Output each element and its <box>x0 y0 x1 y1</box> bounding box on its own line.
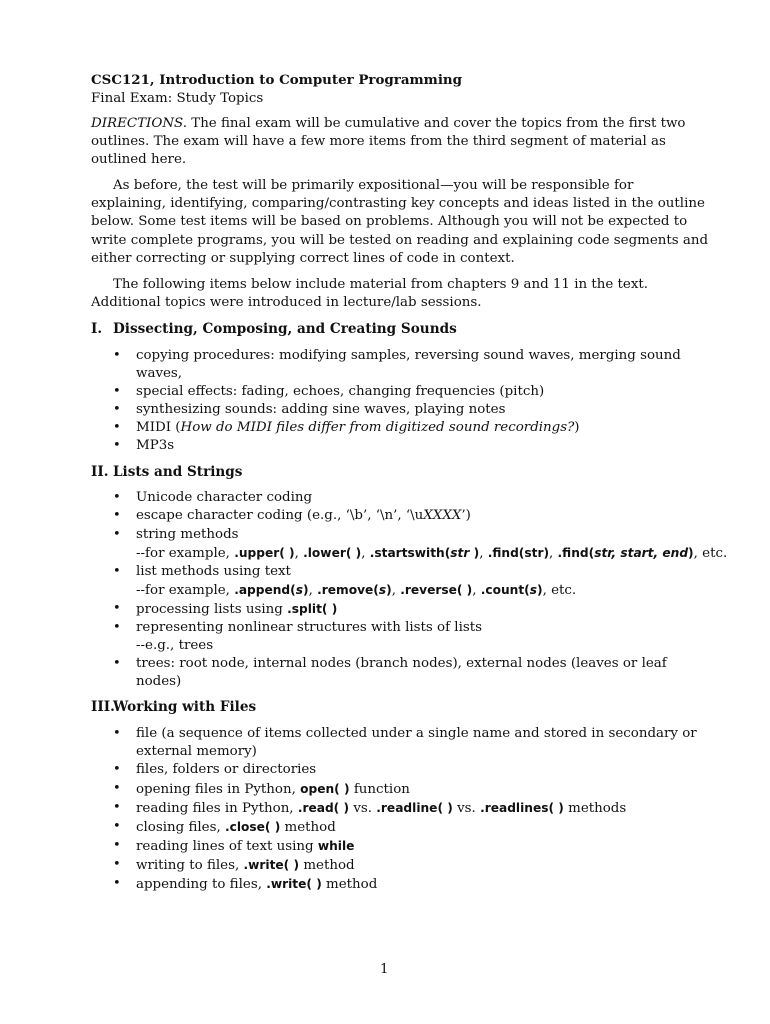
item-text: processing lists using <box>136 602 288 617</box>
list-item: string methods <box>136 527 239 542</box>
item-text: , <box>308 583 318 598</box>
list-item <box>136 875 377 894</box>
item-text: reading lines of text using <box>136 839 318 854</box>
section-number: III. <box>91 699 115 715</box>
bullet-icon: • <box>113 402 121 417</box>
bullet-icon: • <box>113 656 121 671</box>
bullet-icon: • <box>113 800 121 815</box>
paragraph-3-line-1: The following items below include material from chapters 9 and 11 in the text. <box>113 277 649 292</box>
list-item: list methods using text <box>136 564 291 579</box>
bullet-icon: • <box>113 781 121 796</box>
item-text: , <box>361 546 370 561</box>
paragraph-2-line-3: below. Some test items will be based on problems. Although you will not be expected to <box>91 214 688 229</box>
list-item: trees: root node, internal nodes (branch nodes), external nodes (leaves or leaf <box>136 656 667 671</box>
section-title: Dissecting, Composing, and Creating Sounds <box>113 321 457 337</box>
document-subtitle: Final Exam: Study Topics <box>91 91 264 106</box>
code-snippet: while <box>317 839 355 853</box>
code-snippet: .close( ) <box>224 820 281 834</box>
code-snippet: ) <box>386 583 392 597</box>
item-text: writing to files, <box>136 858 244 873</box>
list-item <box>136 837 354 856</box>
bullet-icon: • <box>113 490 121 505</box>
code-snippet-italic: s <box>295 583 303 597</box>
item-text: methods <box>563 801 627 816</box>
bullet-icon: • <box>113 384 121 399</box>
code-snippet: .find( <box>557 546 595 560</box>
item-text: vs. <box>349 801 377 816</box>
list-item <box>136 507 471 525</box>
bullet-icon: • <box>113 762 121 777</box>
item-text: , etc. <box>693 546 728 561</box>
code-snippet: ) <box>469 546 480 560</box>
code-snippet: .append( <box>234 583 296 597</box>
item-text: method <box>280 820 336 835</box>
list-item <box>136 419 580 437</box>
code-snippet: ) <box>537 583 543 597</box>
item-text: , <box>294 546 304 561</box>
section-heading-1 <box>91 320 457 338</box>
list-item: special effects: fading, echoes, changing frequencies (pitch) <box>136 384 545 399</box>
code-snippet: .write( ) <box>266 877 322 891</box>
bullet-icon: • <box>113 857 121 872</box>
section-title: Working with Files <box>113 699 257 715</box>
code-snippet: .count( <box>480 583 530 597</box>
list-item <box>136 600 337 619</box>
course-title: CSC121, Introduction to Computer Programming <box>91 72 463 88</box>
code-snippet-italic: str <box>450 546 470 560</box>
item-text: MIDI ( <box>136 420 181 435</box>
bullet-icon: • <box>113 726 121 741</box>
list-item-continuation: --e.g., trees <box>136 638 214 653</box>
item-text: vs. <box>452 801 481 816</box>
item-text: , etc. <box>542 583 577 598</box>
bullet-icon: • <box>113 876 121 891</box>
list-item: copying procedures: modifying samples, reversing sound waves, merging sound <box>136 348 681 363</box>
item-text: reading files in Python, <box>136 801 298 816</box>
item-italic-text: How do MIDI files differ from digitized sound recordings? <box>180 420 575 435</box>
bullet-icon: • <box>113 601 121 616</box>
code-snippet: .find(str) <box>487 546 550 560</box>
code-snippet: .readlines( ) <box>480 801 564 815</box>
list-item: MP3s <box>136 438 175 453</box>
directions-text: The final exam will be cumulative and cover the topics from the first two <box>187 116 686 131</box>
paragraph-2-line-1: As before, the test will be primarily expositional—you will be responsible for <box>113 178 634 193</box>
bullet-icon: • <box>113 420 121 435</box>
item-text: ’) <box>461 508 471 523</box>
item-text: function <box>349 782 410 797</box>
list-item <box>136 856 355 875</box>
code-snippet: .write( ) <box>243 858 300 872</box>
list-item-continuation: nodes) <box>136 674 182 689</box>
bullet-icon: • <box>113 438 121 453</box>
bullet-icon: • <box>113 527 121 542</box>
list-item-continuation: waves, <box>136 366 183 381</box>
directions-line-3: outlined here. <box>91 152 187 167</box>
item-text: ) <box>574 420 580 435</box>
code-snippet-italic: s <box>378 583 387 597</box>
bullet-icon: • <box>113 348 121 363</box>
item-italic-text: XXXX <box>423 508 462 523</box>
code-snippet-italic: str, start, end <box>594 546 689 560</box>
code-snippet: .reverse( ) <box>400 583 473 597</box>
list-item-continuation <box>136 581 576 600</box>
code-snippet: open( ) <box>300 782 350 796</box>
list-item <box>136 780 410 799</box>
paragraph-3-line-2: Additional topics were introduced in lecture/lab sessions. <box>91 295 482 310</box>
bullet-icon: • <box>113 620 121 635</box>
section-heading-2 <box>91 463 242 481</box>
code-snippet-italic: s <box>529 583 538 597</box>
code-snippet: .lower( ) <box>303 546 362 560</box>
list-item-continuation: external memory) <box>136 744 257 759</box>
paragraph-2-line-5: either correcting or supplying correct lines of code in context. <box>91 251 515 266</box>
item-text: --for example, <box>136 546 235 561</box>
code-snippet: .upper( ) <box>234 546 295 560</box>
section-heading-3 <box>91 698 256 716</box>
item-text: method <box>321 877 378 892</box>
item-text: , <box>549 546 558 561</box>
directions-label: DIRECTIONS. <box>91 116 187 131</box>
section-title: Lists and Strings <box>113 464 243 480</box>
item-text: --for example, <box>136 583 235 598</box>
page-number: 1 <box>380 962 389 977</box>
bullet-icon: • <box>113 819 121 834</box>
list-item-continuation <box>136 544 727 563</box>
list-item <box>136 818 336 837</box>
item-text: closing files, <box>136 820 225 835</box>
item-text: , <box>472 583 481 598</box>
item-text: escape character coding (e.g., ‘\b’, ‘\n’, ‘\u <box>136 508 424 523</box>
section-number: II. <box>91 464 109 480</box>
list-item <box>136 799 626 818</box>
bullet-icon: • <box>113 508 121 523</box>
list-item: Unicode character coding <box>136 490 313 505</box>
paragraph-2-line-4: write complete programs, you will be tested on reading and explaining code segments and <box>91 233 709 248</box>
bullet-icon: • <box>113 564 121 579</box>
item-text: appending to files, <box>136 877 267 892</box>
code-snippet: .split( ) <box>287 602 338 616</box>
section-number: I. <box>91 321 103 337</box>
list-item: file (a sequence of items collected under a single name and stored in secondary or <box>136 726 697 741</box>
item-text: opening files in Python, <box>136 782 301 797</box>
code-snippet: .remove( <box>317 583 379 597</box>
code-snippet: ) <box>688 546 694 560</box>
code-snippet: ) <box>303 583 309 597</box>
item-text: , <box>479 546 488 561</box>
bullet-icon: • <box>113 838 121 853</box>
item-text: method <box>299 858 355 873</box>
paragraph-2-line-2: explaining, identifying, comparing/contrasting key concepts and ideas listed in the outline <box>91 196 705 211</box>
list-item: representing nonlinear structures with lists of lists <box>136 620 482 635</box>
list-item: synthesizing sounds: adding sine waves, playing notes <box>136 402 506 417</box>
code-snippet: .read( ) <box>297 801 350 815</box>
item-text: , <box>391 583 401 598</box>
directions-line-1 <box>91 115 686 133</box>
code-snippet: .readline( ) <box>376 801 453 815</box>
code-snippet: .startswith( <box>369 546 451 560</box>
list-item: files, folders or directories <box>136 762 317 777</box>
directions-line-2: outlines. The exam will have a few more items from the third segment of material as <box>91 134 666 149</box>
